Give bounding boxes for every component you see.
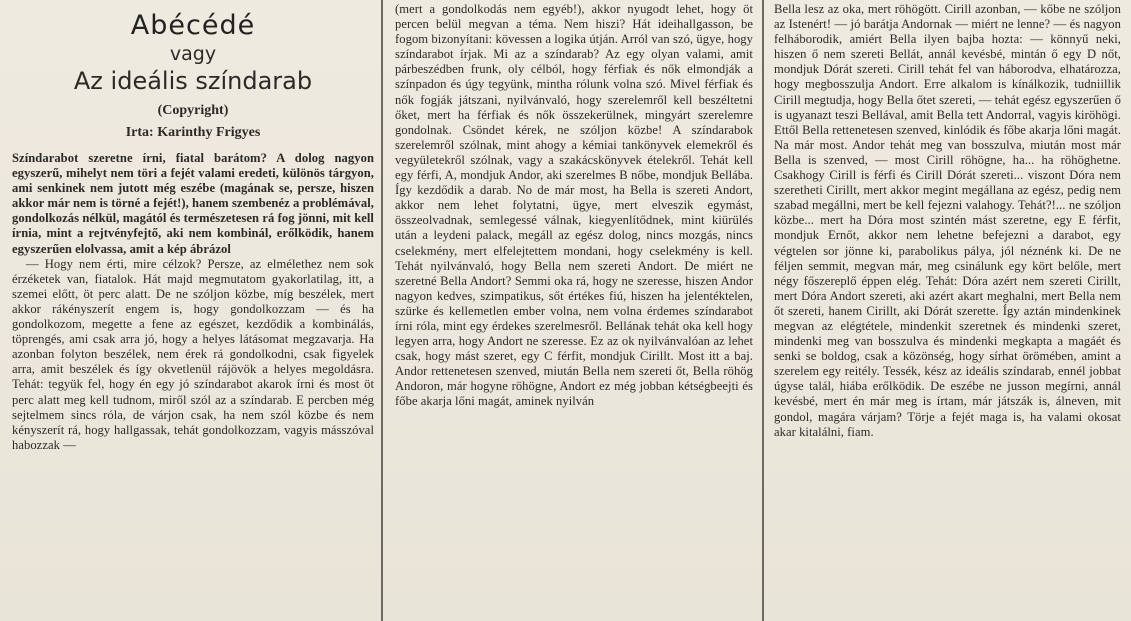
paragraph: Bella lesz az oka, mert röhögött. Cirill azonban, — kőbe ne szóljon az Istenért! — jó barátja Andornak — miért ne lenne? — és nagyon felháborodik, amiért Bella ilyen bajba hozta: — könnyű neki, hiszen ő nem szereti Bellát, annál kevésbé, mintán ő egy D nőt, mondjuk Dórát szereti. Cirill tehát fel van háborodva, elhatározza, hogy megbosszulja Andort. Erre alkalom is kínálkozik, tudniillik Cirill megtudja, hogy Bella őtet szereti, — tehát egész egyszerűen ő is ugyanazt teszi Bellával, amit Bella tett Andorral, vagyis kiröhögi. Ettől Bella rettenetesen szenved, kinlódik és főbe akarja lőni magát. Na már most. Andor tehát meg van bosszulva, miután most már Bella is szenved, — most Cirill röhögne, ha... ha röhöghetne. Csakhogy Cirill is férfi és Cirill Dórát szereti... viszont Dóra nem szeretheti Cirillt, mert akkor megint megállana az egész, pedig nem szabad megállni, mert be kell fejezni valahogy. Tehát?!... ne szóljon közbe... mert ha Dóra most szintén mást szeretne, egy E férfit, mondjuk Ernőt, akkor nem lehetne befejezni a darabot, egy végtelen sor jönne ki, parabolikus pálya, jól néznénk ki. De ne féljen semmit, megvan már, meg csinálunk egy kört belőle, mert négy főszereplő éppen elég. Tehát: Dóra azért nem szereti Cirillt, mert Dóra Andort szereti, aki azért akart meghalni, mert Bella nem őt szereti, hanem Cirillt, aki Dórát szerette. Így aztán mindenkinek megvan az elégtétele, mindenkit szeretnek és mindenki szeret, mindenki meg van bosszulva és mindenki megkapta a magáét és senki se boldog, csak a közönség, hogy sírhat örömében, amint a szerelem egy reitély. Tessék, kész az ideális színdarab, ennél jobbat úgyse talál, hiába erőlködik. De eszébe ne jusson megírni, annál kevésbé, mert én már meg is írtam, már játszák is, álneven, mit gondol, magára várjam? Törje a fejét maga is, ha valami okosat akar kitalálni, fiam. — [774, 2, 1121, 439]
column-2 — [385, 0, 761, 621]
paragraph: — Hogy nem érti, mire célzok? Persze, az elmélethez nem sok érzéketek van, fiatalok. Hát majd megmutatom gyakorlatilag, itt, a szemei előtt, öt perc alatt. De ne szóljon közbe, míg beszélek, mert akkor rákényszerít engem is, hogy gondolkozzam — és ha gondolkozom, megette a fene az egészet, kezdődik a kombinálás, töprengés, ami csak arra jó, hogy a helyes látásomat megzavarja. Ha azonban folyton beszélek, nem érek rá gondolkodni, csak figyelek arra, amit beszélek és így okvetlenül rájövök a helyes megoldásra. Tehát: tegyük fel, hogy én egy jó színdarabot akarok írni és most öt perc alatt meg kell tudnom, miről szól az a színdarab. E percben még sejtelmem sincs róla, de várjon csak, ha nem szól közbe és nem kényszerít rá, hogy hallgassak, tehát gondolkozzam, vagyis másszóval habozzak — — [12, 256, 374, 452]
article-title: Abécédé — [130, 10, 256, 41]
byline: Irta: Karinthy Frigyes — [125, 125, 261, 140]
column-3 — [766, 0, 1131, 621]
column-divider — [381, 0, 383, 621]
paragraph: (mert a gondolkodás nem egyéb!), akkor nyugodt lehet, hogy öt percen belül megvan a téma. Nem hiszi? Hát ideihallgasson, be fogom bizonyítani: kövessen a logika útján. Arról van szó, ügye, hogy színdarabot írjak. Mi az a színdarab? Az egy olyan valami, amit párbeszédben frunk, oly célból, hogy férfiak és nők elmondják a színpadon és úgy tegyünk, mintha rólunk volna szó. Mivel férfiak és nők fogják játszani, nyilvánvaló, hogy szerelemről kell beszéltetni őket, mert ha férfiak és nők összekerülnek, mingyárt szerelemre gondolnak. Csöndet kérek, ne szóljon közbe! A színdarabok szerelemről szólnak, mint ahogy a kémiai tankönyvek elemekről és vegyületekről szólnak, vagy a szakácskönyvek ételekről. Tehát kell egy férfi, A, mondjuk Andor, aki szerelmes B nőbe, mondjuk Bellába. Így kezdődik a darab. No de már most, ha Bella is szereti Andort, akkor nem lehet folytatni, ügye, mert elveszik egymást, összeolvadnak, semlegessé válnak, kiegyenlítődnek, mint kiürülés után a leydeni palack, megáll az egész dolog, nincs mozgás, nincs cselekmény, mert elfelejtettem mondani, hogy cselekmény is kell. Tehát nyilvánvaló, hogy Bella nem szereti Andort. De miért ne szeretné Bella Andort? Semmi oka rá, hogy ne szeresse, hiszen Andor nagyon kedves, szimpatikus, sőt értékes fiú, hiszen ha jelentéktelen, szürke és kellemetlen ember volna, nem volna érdemes színdarabot írni róla, mint egy érdekes szerelmesről. Bellának tehát oka kell hogy legyen arra, hogy Andort ne szeresse. Ez az ok nyilvánvalóan az lehet csak, hogy mást szeret, egy C férfit, mondjuk Cirillt. Most itt a baj. Andor rettenetesen szenved, miután Bella nem szereti őt, Bella röhög Andoron, már hogyne röhögne, Andort ez még jobban kétségbeejti és főbe akarja lőni magát, aminek nyilván — [395, 2, 753, 409]
article-subtitle: Az ideális színdarab — [73, 67, 313, 95]
column-divider — [762, 0, 764, 621]
article-header — [12, 10, 374, 141]
column-1 — [0, 0, 380, 621]
copyright-notice: (Copyright) — [157, 103, 229, 118]
paragraph: Színdarabot szeretne írni, fiatal barátom? A dolog nagyon egyszerű, mihelyt nem töri a fejét valami eredeti, különös tárgyon, ami senkinek nem jutott még eszébe (magának se, persze, hiszen akkor már nem is törné a fejét!), hanem szembenéz a problémával, gondolkozás nélkül, magától és természetesen rá fog jönni, mit kell írnia, mint a rejtvényfejtő, aki nem kombinál, erőlködik, hanem egyszerűen elolvassa, amit a kép ábrázol — [12, 151, 374, 256]
title-connector: vagy — [169, 43, 217, 65]
